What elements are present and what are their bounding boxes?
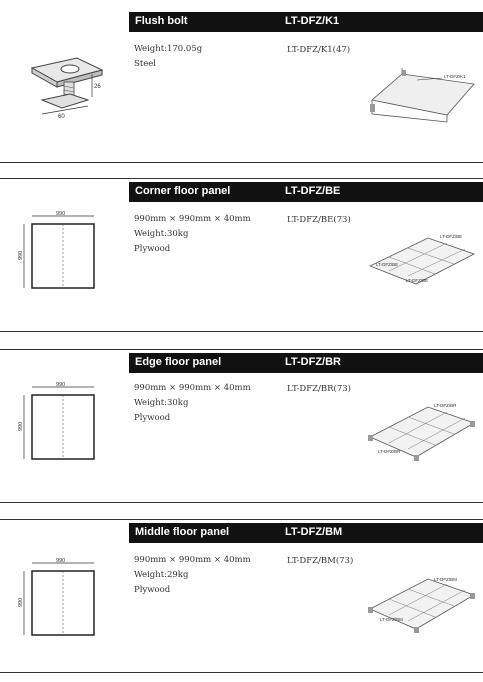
layout-callout: LT-DFZ/BE: [376, 262, 399, 267]
product-reference: LT-DFZ/BM(73): [287, 556, 354, 566]
panel-plan-drawing: [14, 555, 104, 645]
spec-dimensions: 990mm × 990mm × 40mm: [134, 555, 251, 565]
spec-weight: Weight:29kg: [134, 570, 189, 580]
product-reference: LT-DFZ/BE(73): [287, 215, 351, 225]
dim-width-label: 990: [56, 558, 66, 564]
product-header-band: [129, 353, 483, 373]
product-name: Flush bolt: [135, 15, 188, 27]
spec-material: Steel: [134, 59, 157, 69]
flush-bolt-drawing: [22, 52, 112, 132]
section-divider: [0, 672, 483, 673]
spec-material: Plywood: [134, 413, 171, 423]
product-name: Middle floor panel: [135, 526, 230, 538]
dim-width-label: 990: [56, 211, 66, 217]
product-code: LT-DFZ/BM: [285, 526, 343, 538]
product-header-band: [129, 182, 483, 202]
spec-dimensions: 990mm × 990mm × 40mm: [134, 383, 251, 393]
panel-plan-drawing: [14, 379, 104, 469]
product-header-band: [129, 523, 483, 543]
product-specs: [134, 212, 251, 257]
layout-callout: LT-DFZ/BM: [434, 577, 457, 582]
layout-callout: LT-DFZ/BE: [406, 278, 429, 283]
layout-callout: LT-DFZ/BR: [434, 403, 457, 408]
product-reference: LT-DFZ/K1(47): [287, 45, 351, 55]
product-flush-bolt: [0, 0, 483, 165]
spec-weight: Weight:170.05g: [134, 44, 203, 54]
spec-material: Plywood: [134, 244, 171, 254]
section-divider: [0, 331, 483, 332]
section-divider: [0, 162, 483, 163]
product-middle-floor-panel: [0, 511, 483, 676]
panel-layout-drawing: [362, 230, 482, 295]
panel-plan-drawing: [14, 208, 104, 298]
install-callout: LT-DFZ/K1: [444, 74, 466, 79]
product-specs: [134, 42, 202, 72]
product-corner-floor-panel: [0, 170, 483, 335]
layout-callout: LT-DFZ/BM: [380, 617, 403, 622]
product-code: LT-DFZ/BR: [285, 356, 342, 368]
layout-callout: LT-DFZ/BR: [378, 449, 401, 454]
product-header-band: [129, 12, 483, 32]
dim-height-label: 990: [18, 250, 24, 260]
dim-width-label: 990: [56, 382, 66, 388]
panel-layout-drawing: [362, 401, 482, 471]
panel-layout-drawing: [362, 573, 482, 643]
dim-height-label: 26: [94, 84, 101, 90]
product-specs: [134, 381, 251, 426]
product-name: Corner floor panel: [135, 185, 231, 197]
product-code: LT-DFZ/BE: [285, 185, 341, 197]
product-specs: [134, 553, 251, 598]
spec-dimensions: 990mm × 990mm × 40mm: [134, 214, 251, 224]
dim-height-label: 990: [18, 421, 24, 431]
spec-material: Plywood: [134, 585, 171, 595]
spec-weight: Weight:30kg: [134, 229, 189, 239]
section-top-rule: [0, 519, 483, 520]
product-reference: LT-DFZ/BR(73): [287, 384, 351, 394]
product-code: LT-DFZ/K1: [285, 15, 340, 27]
dim-width-label: 60: [58, 114, 65, 120]
layout-callout: LT-DFZ/BE: [440, 234, 463, 239]
section-top-rule: [0, 349, 483, 350]
dim-height-label: 990: [18, 597, 24, 607]
flush-bolt-install-drawing: [362, 60, 477, 130]
product-name: Edge floor panel: [135, 356, 222, 368]
section-divider: [0, 502, 483, 503]
spec-weight: Weight:30kg: [134, 398, 189, 408]
section-top-rule: [0, 178, 483, 179]
product-edge-floor-panel: [0, 341, 483, 506]
